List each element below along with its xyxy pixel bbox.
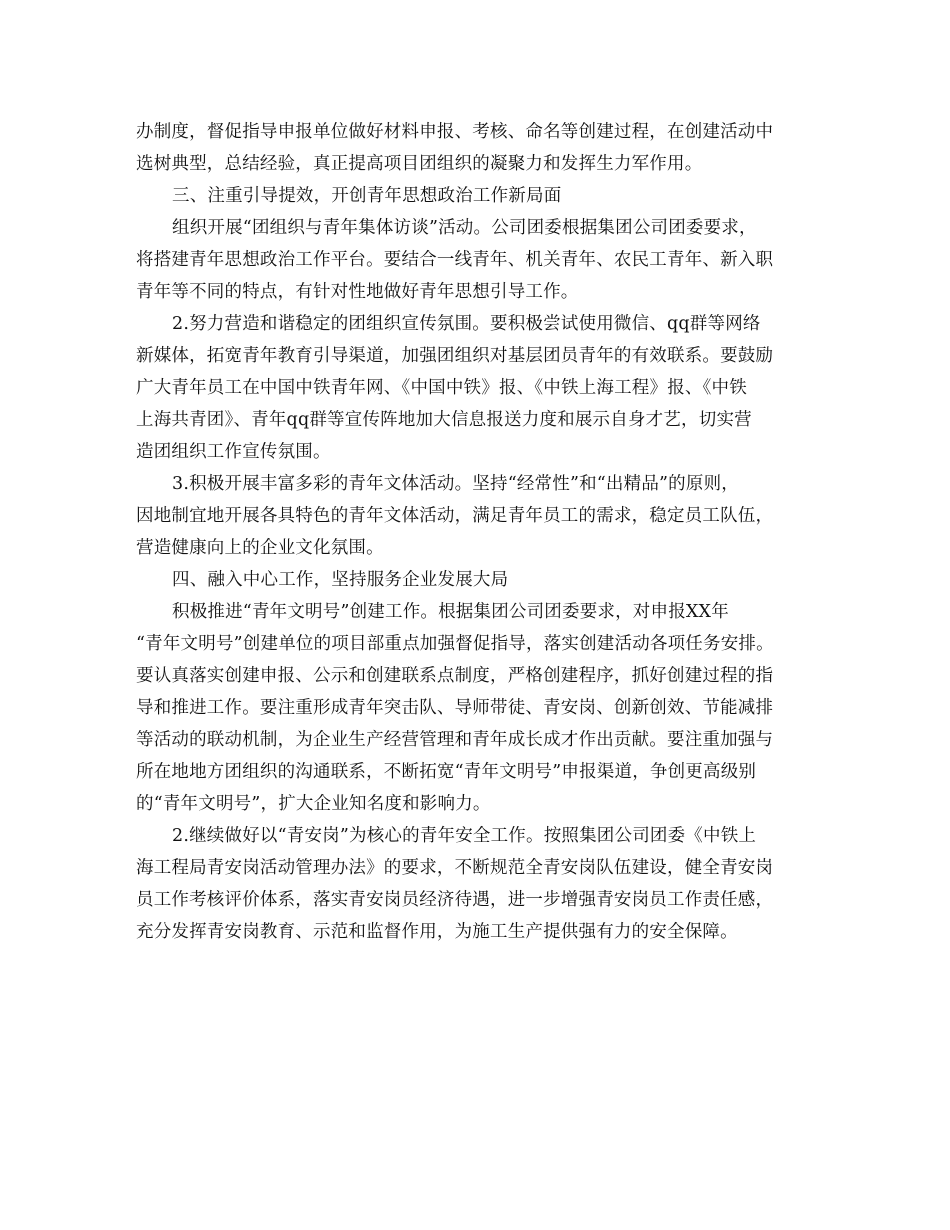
text-line: 2.继续做好以“青安岗”为核心的青年安全工作。按照集团公司团委《中铁上	[172, 826, 757, 846]
text-line: 造团组织工作宣传氛围。	[136, 442, 331, 462]
document-body	[136, 116, 836, 948]
text-line: 选树典型，总结经验，真正提高项目团组织的凝聚力和发挥生力军作用。	[136, 154, 703, 174]
text-line: 青年等不同的特点，有针对性地做好青年思想引导工作。	[136, 282, 579, 302]
text-line: 组织开展“团组织与青年集体访谈”活动。公司团委根据集团公司团委要求，	[172, 218, 757, 238]
text-line: 的“青年文明号”，扩大企业知名度和影响力。	[136, 794, 491, 814]
text-line: 营造健康向上的企业文化氛围。	[136, 538, 384, 558]
text-line: 充分发挥青安岗教育、示范和监督作用，为施工生产提供强有力的安全保障。	[136, 922, 738, 942]
text-line: 三、注重引导提效，开创青年思想政治工作新局面	[172, 186, 562, 206]
text-line: 等活动的联动机制，为企业生产经营管理和青年成长成才作出贡献。要注重加强与	[136, 730, 774, 750]
text-line: 上海共青团》、青年qq群等宣传阵地加大信息报送力度和展示自身才艺，切实营	[136, 410, 752, 430]
text-line: “青年文明号”创建单位的项目部重点加强督促指导，落实创建活动各项任务安排。	[136, 634, 774, 654]
text-line: 办制度，督促指导申报单位做好材料申报、考核、命名等创建过程，在创建活动中	[136, 122, 774, 142]
text-line: 所在地地方团组织的沟通联系，不断拓宽“青年文明号”申报渠道，争创更高级别	[136, 762, 757, 782]
text-line: 因地制宜地开展各具特色的青年文体活动，满足青年员工的需求，稳定员工队伍，	[136, 506, 774, 526]
text-line: 2.努力营造和谐稳定的团组织宣传氛围。要积极尝试使用微信、qq群等网络	[172, 314, 761, 334]
text-line: 四、融入中心工作，坚持服务企业发展大局	[172, 570, 509, 590]
text-line: 广大青年员工在中国中铁青年网、《中国中铁》报、《中铁上海工程》报、《中铁	[136, 378, 747, 398]
text-line: 积极推进“青年文明号”创建工作。根据集团公司团委要求，对申报XX年	[172, 602, 729, 622]
text-line: 员工作考核评价体系，落实青安岗员经济待遇，进一步增强青安岗员工作责任感，	[136, 890, 774, 910]
text-line: 导和推进工作。要注重形成青年突击队、导师带徒、青安岗、创新创效、节能减排	[136, 698, 774, 718]
text-line: 3.积极开展丰富多彩的青年文体活动。坚持“经常性”和“出精品”的原则，	[172, 474, 739, 494]
text-line: 要认真落实创建申报、公示和创建联系点制度，严格创建程序，抓好创建过程的指	[136, 666, 774, 686]
text-line: 新媒体，拓宽青年教育引导渠道，加强团组织对基层团员青年的有效联系。要鼓励	[136, 346, 774, 366]
text-line: 将搭建青年思想政治工作平台。要结合一线青年、机关青年、农民工青年、新入职	[136, 250, 774, 270]
text-line: 海工程局青安岗活动管理办法》的要求，不断规范全青安岗队伍建设，健全青安岗	[136, 858, 774, 878]
